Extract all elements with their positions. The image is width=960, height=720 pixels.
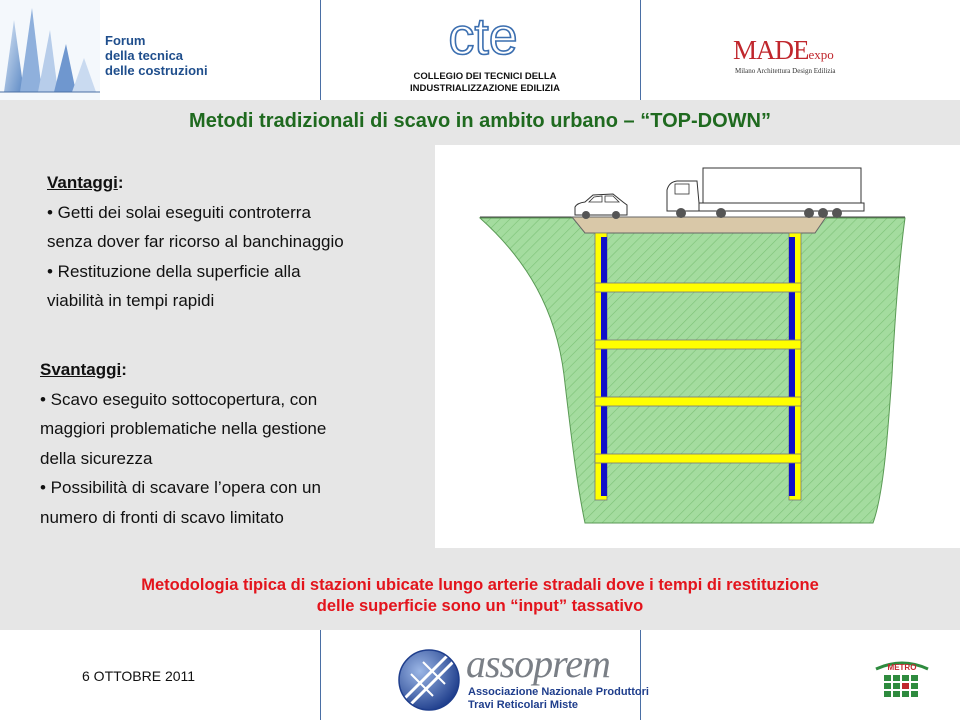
vantaggi-line: viabilità in tempi rapidi: [47, 291, 215, 310]
forum-line-1: Forum: [105, 33, 146, 48]
assoprem-globe-icon: [397, 648, 461, 712]
car-icon: [575, 194, 627, 219]
cte-logo: [438, 10, 528, 65]
road-surface: [572, 217, 826, 233]
assoprem-logo-text: assoprem: [466, 641, 610, 686]
header-divider: [640, 0, 641, 100]
svantaggi-line: • Possibilità di scavare l’opera con un: [40, 478, 321, 497]
slab-level-1: [595, 283, 801, 292]
cte-line-1: COLLEGIO DEI TECNICI DELLA: [413, 71, 557, 82]
top-down-diagram: [435, 145, 960, 548]
cte-line-2: INDUSTRIALIZZAZIONE EDILIZIA: [410, 83, 560, 94]
made-logo-text: MADE: [733, 35, 809, 65]
forum-line-3: delle costruzioni: [105, 63, 208, 78]
slab-level-2: [595, 340, 801, 349]
forum-title: [105, 33, 208, 78]
assoprem-line-2: Travi Reticolari Miste: [468, 699, 579, 711]
header-bar: [0, 0, 960, 100]
soil-section: [480, 218, 905, 523]
svantaggi-line: numero di fronti di scavo limitato: [40, 507, 284, 527]
svantaggi-heading: Svantaggi: [40, 360, 122, 379]
forum-line-2: della tecnica: [105, 48, 184, 63]
cte-caption: [380, 71, 590, 95]
presentation-date: 6 OTTOBRE 2011: [82, 668, 196, 684]
made-subtitle: Milano Architettura Design Edilizia: [735, 67, 836, 75]
svantaggi-block: Svantaggi: • Scavo eseguito sottocopertura, con maggiori problematiche nella gestione della sicurezza • Possibilità di scavare l’opera con un numero di fronti di scavo limitato: [40, 355, 326, 532]
slide-title: Metodi tradizionali di scavo in ambito urbano – “TOP-DOWN”: [189, 110, 771, 132]
forum-building-logo: [0, 0, 100, 100]
vantaggi-heading: Vantaggi: [47, 173, 118, 192]
metro-label: METRO: [887, 663, 917, 672]
note-line: Metodologia tipica di stazioni ubicate lungo arterie stradali dove i tempi di restituzione: [141, 576, 819, 594]
vantaggi-line: • Getti dei solai eseguiti controterra: [47, 202, 311, 222]
cte-logo-text: cte: [448, 10, 518, 65]
svantaggi-line: della sicurezza: [40, 448, 153, 468]
svantaggi-line: maggiori problematiche nella gestione: [40, 419, 327, 438]
svantaggi-line: • Scavo eseguito sottocopertura, con: [40, 389, 318, 409]
top-down-section-drawing: [435, 145, 960, 548]
metro-logo: [872, 655, 932, 705]
slab-level-3: [595, 397, 801, 406]
footer-divider: [320, 630, 321, 720]
vantaggi-line: senza dover far ricorso al banchinaggio: [47, 232, 344, 251]
vantaggi-block: Vantaggi: • Getti dei solai eseguiti controterra senza dover far ricorso al banchinaggio • Restituzione della superficie alla viabilità in tempi rapidi: [47, 168, 344, 316]
made-expo-text: expo: [808, 47, 834, 62]
made-expo-logo: [733, 35, 834, 66]
vantaggi-line: • Restituzione della superficie alla: [47, 261, 301, 281]
assoprem-caption: [468, 686, 649, 712]
methodology-note: [0, 575, 960, 617]
slab-level-4: [595, 454, 801, 463]
truck-icon: [667, 168, 864, 218]
note-line: delle superficie sono un “input” tassativo: [316, 597, 644, 615]
header-divider: [320, 0, 321, 100]
assoprem-line-1: Associazione Nazionale Produttori: [468, 686, 649, 698]
